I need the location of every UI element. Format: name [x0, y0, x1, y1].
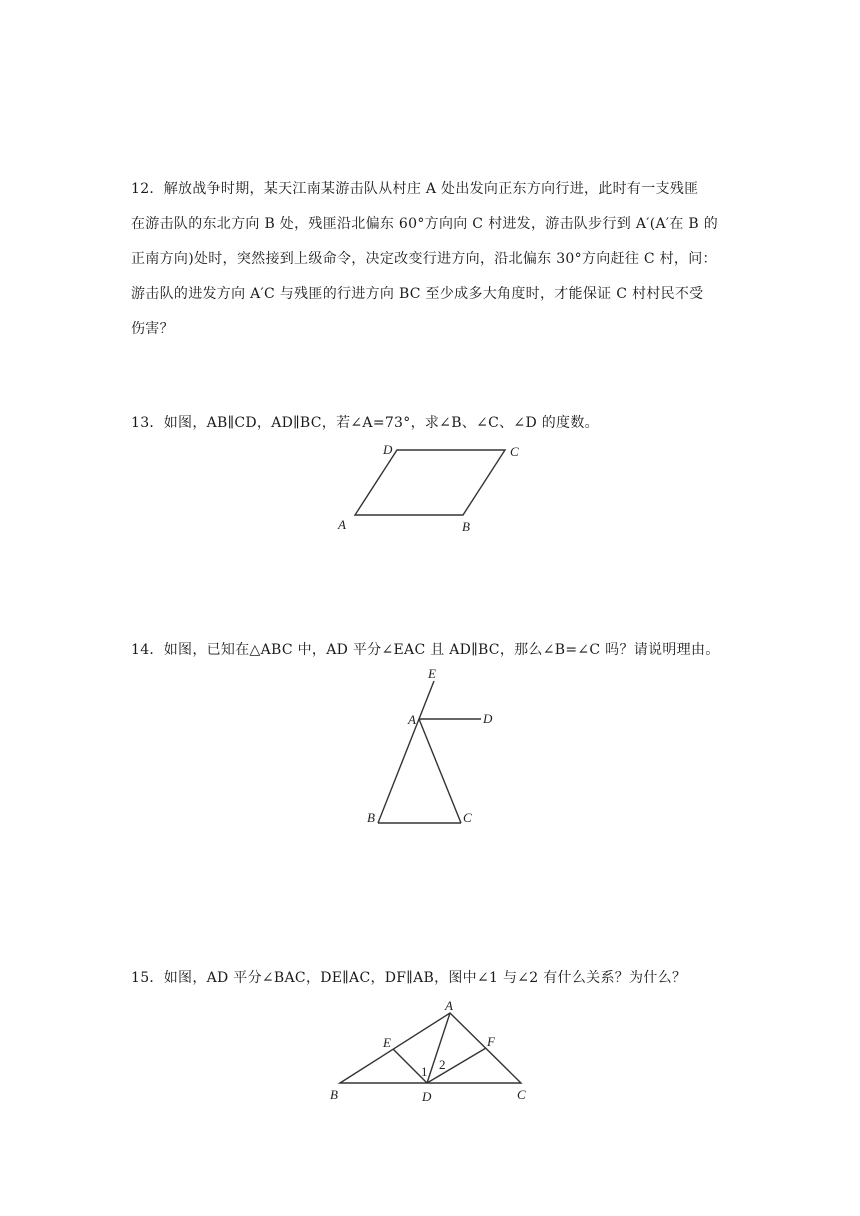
label-c: C — [517, 1087, 526, 1102]
label-d: D — [422, 1089, 432, 1104]
question-15 — [131, 961, 741, 996]
label-c: C — [463, 810, 472, 825]
line-df — [427, 1048, 486, 1083]
label-a: A — [445, 998, 453, 1013]
label-f: F — [487, 1034, 495, 1049]
question-12-line-4: 游击队的进发方向 A′C 与残匪的行进方向 BC 至少成多大角度时，才能保证 C 村村民不受 — [131, 286, 704, 302]
figure-14-triangle — [360, 664, 500, 834]
question-13 — [131, 406, 741, 441]
question-12-line-2: 在游击队的东北方向 B 处，残匪沿北偏东 60°方向向 C 村进发，游击队步行到 A′(A′在 B 的 — [131, 216, 719, 232]
question-12-line-1: 12．解放战争时期，某天江南某游击队从村庄 A 处出发向正东方向行进，此时有一支残匪 — [131, 181, 699, 197]
question-12-line-5: 伤害？ — [131, 321, 174, 337]
label-a: A — [338, 517, 346, 532]
label-a: A — [408, 712, 416, 727]
label-d: D — [483, 711, 493, 726]
question-12-line-3: 正南方向)处时，突然接到上级命令，决定改变行进方向，沿北偏东 30°方向赶往 C 村，问： — [131, 251, 717, 267]
line-ad — [427, 1013, 450, 1083]
label-b: B — [462, 519, 470, 534]
label-d: D — [383, 442, 393, 457]
question-15-text: 15．如图，AD 平分∠BAC，DE∥AC，DF∥AB，图中∠1 与∠2 有什么关系？为什么？ — [131, 970, 687, 986]
line-ab — [378, 719, 419, 823]
question-13-text: 13．如图，AB∥CD，AD∥BC，若∠A=73°，求∠B、∠C、∠D 的度数。 — [131, 415, 599, 431]
angle-1-label: 1 — [421, 1064, 428, 1079]
label-e: E — [428, 666, 436, 681]
label-b: B — [330, 1087, 338, 1102]
label-e: E — [383, 1035, 391, 1050]
question-14-text: 14．如图，已知在△ABC 中，AD 平分∠EAC 且 AD∥BC，那么∠B=∠C 吗？请说明理由。 — [131, 642, 720, 658]
question-12 — [131, 172, 741, 347]
label-b: B — [367, 810, 375, 825]
figure-15-triangle — [320, 996, 540, 1111]
question-14 — [131, 633, 741, 668]
line-ae — [419, 681, 434, 719]
parallelogram-abcd — [355, 450, 505, 515]
label-c: C — [510, 444, 519, 459]
angle-2-label: 2 — [439, 1057, 446, 1072]
figure-13-parallelogram — [330, 438, 530, 538]
line-ac — [419, 719, 461, 823]
